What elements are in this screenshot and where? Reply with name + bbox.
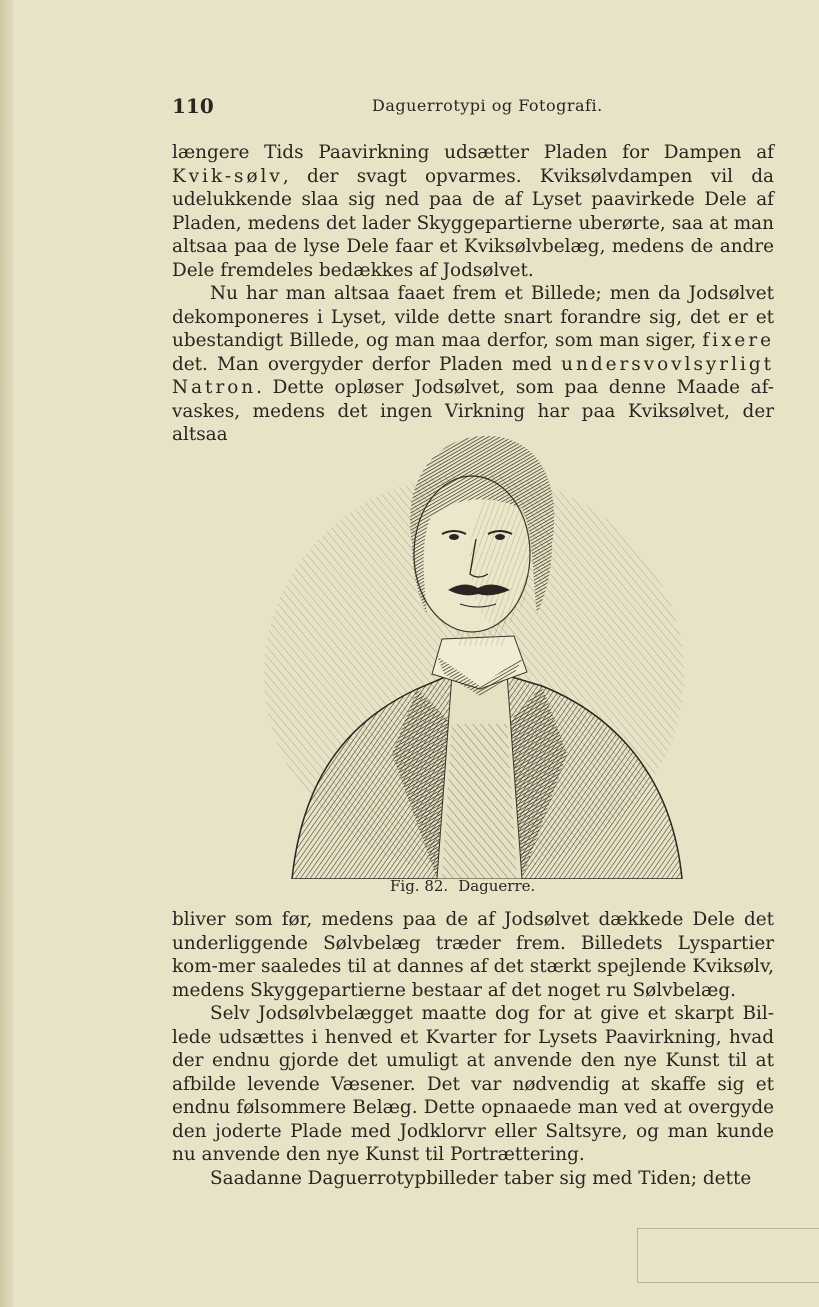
corner-stamp-box <box>637 1228 819 1283</box>
body-text-bottom <box>172 908 774 1190</box>
portrait-engraving <box>252 424 697 879</box>
body-text-top <box>172 141 774 447</box>
running-head <box>172 94 772 124</box>
text-run: Nu har man altsaa faaet frem et Billede; men da Jodsølvet dekomponeres i Lyset, vilde dette snart forandre sig, det er et ubestandigt Billede, og man maa derfor, som man siger, <box>172 283 774 351</box>
text-run: , der svagt opvarmes. Kviksølvdampen vil da udelukkende slaa sig ned paa de af Lyset paavirkede Dele af Pladen, medens det lader Skyggepartierne uberørte, saa at man altsaa paa de lyse Dele faar et Kviksølvbelæg, medens de andre Dele fremdeles bedækkes af Jodsølvet. <box>172 165 774 281</box>
running-title: Daguerrotypi og Fotografi. <box>372 96 603 115</box>
paragraph: bliver som før, medens paa de af Jodsølvet dækkede Dele det underliggende Sølvbelæg træder frem. Billedets Lyspartier kom-mer saaledes til at dannes af det stærkt spejlende Kviksølv, medens Skyggepartierne bestaar af det noget ru Sølvbelæg. <box>172 909 774 1001</box>
page-number: 110 <box>172 94 214 118</box>
text-run: længere Tids Paavirkning udsætter Pladen for Dampen af <box>172 142 774 163</box>
figure-caption <box>390 877 545 895</box>
emphasized-text: fixere <box>702 330 774 351</box>
text-run: . Dette opløser Jodsølvet, som paa denne Maade af-vaskes, medens det ingen Virkning har paa Kviksølvet, der altsaa <box>172 377 774 445</box>
text-run: det. Man overgyder derfor Pladen med <box>172 353 562 375</box>
figure-label: Fig. 82. <box>390 877 449 895</box>
paragraph: Saadanne Daguerrotypbilleder taber sig med Tiden; dette <box>210 1167 752 1189</box>
paragraph <box>172 282 774 447</box>
paragraph <box>172 141 774 282</box>
figure-name: Daguerre. <box>458 877 536 895</box>
portrait-illustration <box>252 424 697 879</box>
emphasized-text: Kvik-sølv <box>172 165 283 187</box>
paragraph: Selv Jodsølvbelægget maatte dog for at give et skarpt Bil-lede udsættes i henved et Kvarter for Lysets Paavirkning, hvad der endnu gjorde det umuligt at anvende den nye Kunst til at afbilde levende Væsener. Det var nødvendig at skaffe sig et endnu følsommere Belæg. Dette opnaaede man ved at overgyde den joderte Plade med Jodklorvr eller Saltsyre, og man kunde nu anvende den nye Kunst til Portrættering. <box>172 1003 774 1165</box>
emphasized-text: undersvovlsyrligt Natron <box>172 353 774 398</box>
